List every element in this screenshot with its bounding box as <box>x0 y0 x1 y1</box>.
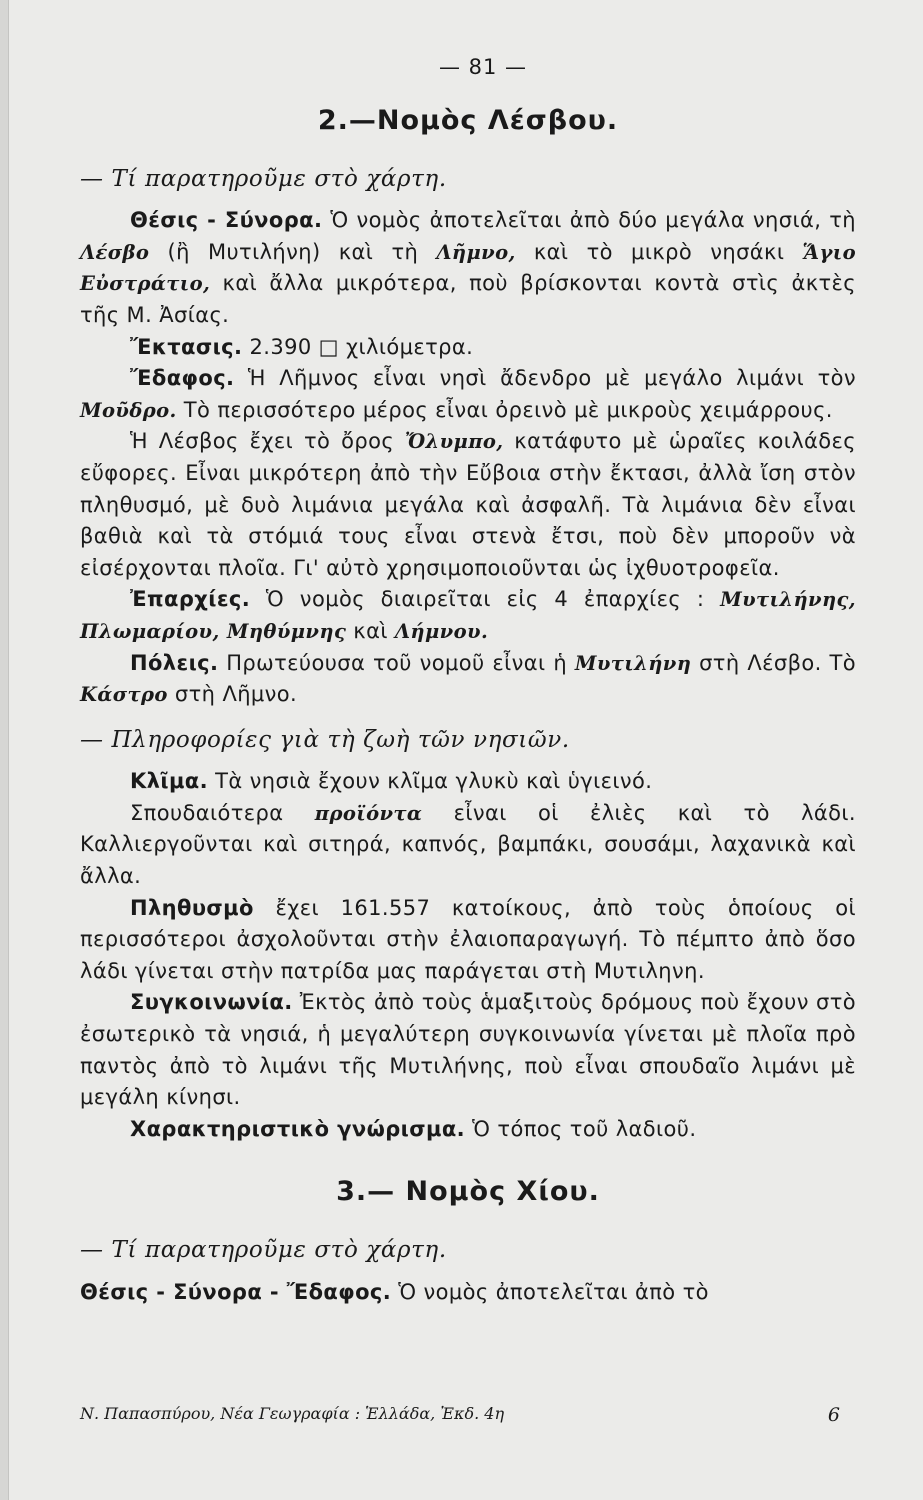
page-edge <box>0 0 9 1500</box>
page-footer <box>80 1404 840 1426</box>
footer-citation: Ν. Παπασπύρου, Νέα Γεωγραφία : Ἑλλάδα, Ἐκδ. 4η <box>80 1404 505 1423</box>
label-thesis: Θέσις - Σύνορα. <box>130 208 323 233</box>
section-2-life-subheading: — Πληροφορίες γιὰ τὴ ζωὴ τῶν νησιῶν. <box>80 726 570 753</box>
label-section-3-thesis: Θέσις - Σύνορα - Ἔδαφος. <box>80 1280 392 1304</box>
label-eparchies: Ἐπαρχίες. <box>130 587 251 612</box>
section-2-map-subheading: — Τί παρατηροῦμε στὸ χάρτη. <box>80 165 447 192</box>
paragraph-eparchies: Ἐπαρχίες. Ὁ νομὸς διαιρεῖται εἰς 4 ἐπαρχίες : Μυτιλήνης, Πλωμαρίου, Μηθύμνης καὶ Λήμνου. <box>80 587 856 643</box>
label-charaktiristiko: Χαρακτηριστικὸ γνώρισμα. <box>130 1116 466 1141</box>
paragraph-sygkoinonia: Συγκοινωνία. Ἐκτὸς ἀπὸ τοὺς ἁμαξιτοὺς δρόμους ποὺ ἔχουν στὸ ἐσωτερικὸ τὰ νησιά, ἡ μεγαλύτερη συγκοινωνία γίνεται μὲ πλοῖα πρὸ παντὸς ἀπὸ τὸ λιμάνι τῆς Μυτιλήνης, ποὺ εἶναι σπουδαῖο λιμάνι μὲ μεγάλη κίνησι. <box>80 990 856 1110</box>
section-3-map-subheading: — Τί παρατηροῦμε στὸ χάρτη. <box>80 1237 447 1264</box>
paragraph-charaktiristiko: Χαρακτηριστικὸ γνώρισμα. Ὁ τόπος τοῦ λαδιοῦ. <box>130 1116 697 1141</box>
label-edafos: Ἔδαφος. <box>130 366 235 391</box>
section-3-title: 3.— Νομὸς Χίου. <box>336 1176 600 1208</box>
paragraph-lesvos: Ἡ Λέσβος ἔχει τὸ ὄρος Ὄλυμπο, κατάφυτο μὲ ὡραῖες κοιλάδες εὔφορες. Εἶναι μικρότερη ἀπὸ τὴν Εὔβοια στὴν ἔκτασι, ἀλλὰ ἴση στὸν πληθυσμό, μὲ δυὸ λιμάνια μεγάλα καὶ ἀσφαλῆ. Τὰ λιμάνια δὲν εἶναι βαθιὰ καὶ τὰ στόμιά τους εἶναι στενὰ ἔτσι, ποὺ δὲν μποροῦν νὰ εἰσέρχονται πλοῖα. Γι' αὐτὸ χρησιμοποιοῦνται ὡς ἰχθυοτροφεῖα. <box>80 429 857 580</box>
paragraph-proionta: Σπουδαιότερα προϊόντα εἶναι οἱ ἐλιὲς καὶ τὸ λάδι. Καλλιεργοῦνται καὶ σιτηρά, καπνός, βαμπάκι, σουσάμι, λαχανικὰ καὶ ἄλλα. <box>80 800 856 889</box>
paragraph-edafos: Ἔδαφος. Ἡ Λῆμνος εἶναι νησὶ ἄδενδρο μὲ μεγάλο λιμάνι τὸν Μοῦδρο. Τὸ περισσότερο μέρος εἶναι ὀρεινὸ μὲ μικροὺς χειμάρρους. <box>80 366 856 422</box>
label-klima: Κλῖμα. <box>130 769 209 794</box>
paragraph-thesis: Θέσις - Σύνορα. Ὁ νομὸς ἀποτελεῖται ἀπὸ δύο μεγάλα νησιά, τὴ Λέσβο (ἢ Μυτιλήνη) καὶ τὴ Λῆμνο, καὶ τὸ μικρὸ νησάκι Ἅγιο Εὐστράτιο, καὶ ἄλλα μικρότερα, ποὺ βρίσκονται κοντὰ στὶς ἀκτὲς τῆς Μ. Ἀσίας. <box>80 208 857 327</box>
page-number: — 81 — <box>438 55 528 79</box>
label-sygkoinonia: Συγκοινωνία. <box>130 990 293 1015</box>
signature-mark: 6 <box>827 1404 840 1426</box>
page-content <box>80 52 856 1309</box>
section-2-title: 2.—Νομὸς Λέσβου. <box>317 104 619 136</box>
label-plithysmos: Πληθυσμὸ <box>130 895 254 920</box>
paragraph-klima: Κλῖμα. Τὰ νησιὰ ἔχουν κλῖμα γλυκὺ καὶ ὑγιεινό. <box>130 769 653 794</box>
label-poleis: Πόλεις. <box>130 650 219 675</box>
paragraph-poleis: Πόλεις. Πρωτεύουσα τοῦ νομοῦ εἶναι ἡ Μυτιλήνη στὴ Λέσβο. Τὸ Κάστρο στὴ Λῆμνο. <box>80 650 856 707</box>
label-ektasis: Ἔκτασις. <box>130 334 243 359</box>
paragraph-ektasis: Ἔκτασις. 2.390 □ χιλιόμετρα. <box>130 334 474 359</box>
paragraph-plithysmos: Πληθυσμὸ ἔχει 161.557 κατοίκους, ἀπὸ τοὺς ὁποίους οἱ περισσότεροι ἀσχολοῦνται στὴν ἐλαιοπαραγωγή. Τὸ πέμπτο ἀπὸ ὅσο λάδι γίνεται στὴν πατρίδα μας παράγεται στὴ Μυτιληνη. <box>80 895 856 983</box>
paragraph-section-3-thesis: Θέσις - Σύνορα - Ἔδαφος. Ὁ νομὸς ἀποτελεῖται ἀπὸ τὸ <box>80 1280 709 1304</box>
